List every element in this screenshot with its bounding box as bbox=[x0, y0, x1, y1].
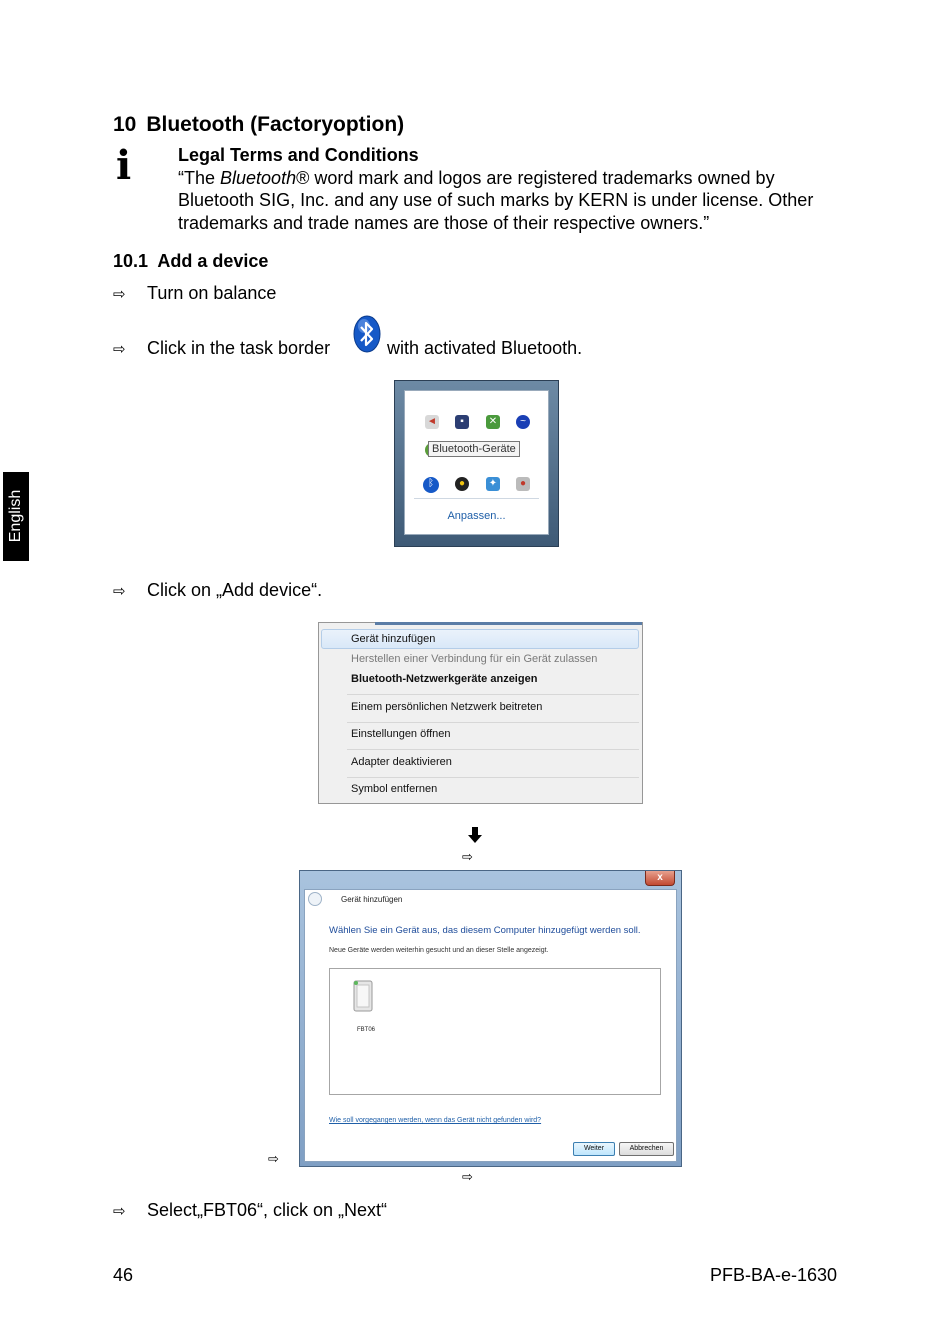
add-device-dialog bbox=[299, 870, 682, 1167]
help-link[interactable]: Wie soll vorgegangen werden, wenn das Gerät nicht gefunden wird? bbox=[329, 1117, 542, 1124]
small-arrow-icon: ⇨ bbox=[462, 850, 473, 865]
bluetooth-context-menu bbox=[318, 622, 643, 804]
legal-notice bbox=[178, 144, 838, 234]
tray-puzzle-icon[interactable]: ✦ bbox=[486, 477, 500, 491]
step-arrow-icon: ⇨ bbox=[113, 1202, 126, 1220]
section-heading bbox=[113, 113, 404, 137]
audio-driver-icon[interactable]: ~ bbox=[516, 415, 530, 429]
page-number: 46 bbox=[113, 1265, 134, 1285]
step-arrow-icon: ⇨ bbox=[113, 340, 126, 358]
menu-separator bbox=[347, 777, 639, 778]
subsection-heading: 10.1 Add a device bbox=[113, 251, 269, 271]
step-click-task-border-after: with activated Bluetooth. bbox=[387, 338, 583, 358]
legal-text: “The Bluetooth® word mark and logos are registered trademarks owned by Bluetooth SIG, Inc. and any use of such marks by KERN is under license. Other trademarks and trade names are those of their respective owners.” bbox=[178, 167, 814, 233]
step-select-device: ⇨ Select„FBT06“, click on „Next“ bbox=[113, 1200, 388, 1220]
menu-item-show-network-devices[interactable]: Bluetooth-Netzwerkgeräte anzeigen bbox=[351, 673, 538, 685]
section-number: 10 bbox=[113, 113, 137, 136]
step-arrow-icon: ⇨ bbox=[113, 582, 126, 600]
language-side-tab: English bbox=[3, 472, 29, 561]
network-icon[interactable]: ✕ bbox=[486, 415, 500, 429]
menu-item-allow-connection[interactable]: Herstellen einer Verbindung für ein Gerät zulassen bbox=[351, 653, 598, 665]
document-id: PFB-BA-e-1630 bbox=[709, 1265, 837, 1285]
close-icon[interactable]: x bbox=[645, 871, 675, 886]
menu-separator bbox=[347, 694, 639, 695]
info-icon: i bbox=[116, 142, 132, 189]
small-arrow-icon: ⇨ bbox=[268, 1152, 279, 1167]
bluetooth-tray-icon[interactable]: ᛒ bbox=[423, 477, 439, 493]
menu-item-add-device[interactable]: Gerät hinzufügen bbox=[351, 633, 436, 645]
step-turn-on: ⇨ Turn on balance bbox=[113, 283, 277, 303]
tray-popup-screenshot bbox=[394, 380, 559, 547]
next-button[interactable]: Weiter bbox=[573, 1142, 615, 1156]
legal-title: Legal Terms and Conditions bbox=[178, 145, 419, 165]
tray-popup-panel bbox=[404, 390, 549, 535]
menu-top-edge bbox=[375, 622, 642, 625]
customize-link[interactable]: Anpassen... bbox=[447, 510, 506, 522]
bluetooth-icon bbox=[353, 315, 381, 353]
menu-item-remove-icon[interactable]: Symbol entfernen bbox=[351, 783, 438, 795]
bluetooth-tooltip: Bluetooth-Geräte bbox=[428, 441, 520, 457]
menu-item-open-settings[interactable]: Einstellungen öffnen bbox=[351, 728, 451, 740]
back-button[interactable] bbox=[308, 892, 322, 906]
down-arrow-icon bbox=[466, 826, 484, 844]
monitor-icon[interactable]: ▪ bbox=[455, 415, 469, 429]
menu-separator bbox=[347, 722, 639, 723]
dialog-instruction: Wählen Sie ein Gerät aus, das diesem Computer hinzugefügt werden soll. bbox=[329, 925, 641, 936]
dialog-subtext: Neue Geräte werden weiterhin gesucht und an dieser Stelle angezeigt. bbox=[329, 947, 549, 954]
device-icon[interactable] bbox=[352, 979, 374, 1013]
menu-separator bbox=[347, 749, 639, 750]
small-arrow-icon: ⇨ bbox=[462, 1170, 473, 1185]
cancel-button[interactable]: Abbrechen bbox=[619, 1142, 674, 1156]
dialog-body bbox=[304, 889, 677, 1162]
step-click-task-border: ⇨ Click in the task border bbox=[113, 338, 331, 358]
step-arrow-icon: ⇨ bbox=[113, 285, 126, 303]
device-label[interactable]: FBT06 bbox=[357, 1027, 376, 1033]
speaker-icon[interactable]: ◄ bbox=[425, 415, 439, 429]
dialog-title: Gerät hinzufügen bbox=[341, 895, 403, 904]
step-click-add: ⇨ Click on „Add device“. bbox=[113, 580, 323, 600]
tray-app-icon-2[interactable]: ● bbox=[455, 477, 469, 491]
section-title: Bluetooth (Factoryoption) bbox=[146, 113, 405, 136]
tray-device-icon[interactable]: ● bbox=[516, 477, 530, 491]
tray-separator bbox=[414, 498, 539, 499]
device-list bbox=[329, 968, 661, 1095]
menu-item-join-pan[interactable]: Einem persönlichen Netzwerk beitreten bbox=[351, 701, 543, 713]
menu-item-disable-adapter[interactable]: Adapter deaktivieren bbox=[351, 756, 452, 768]
